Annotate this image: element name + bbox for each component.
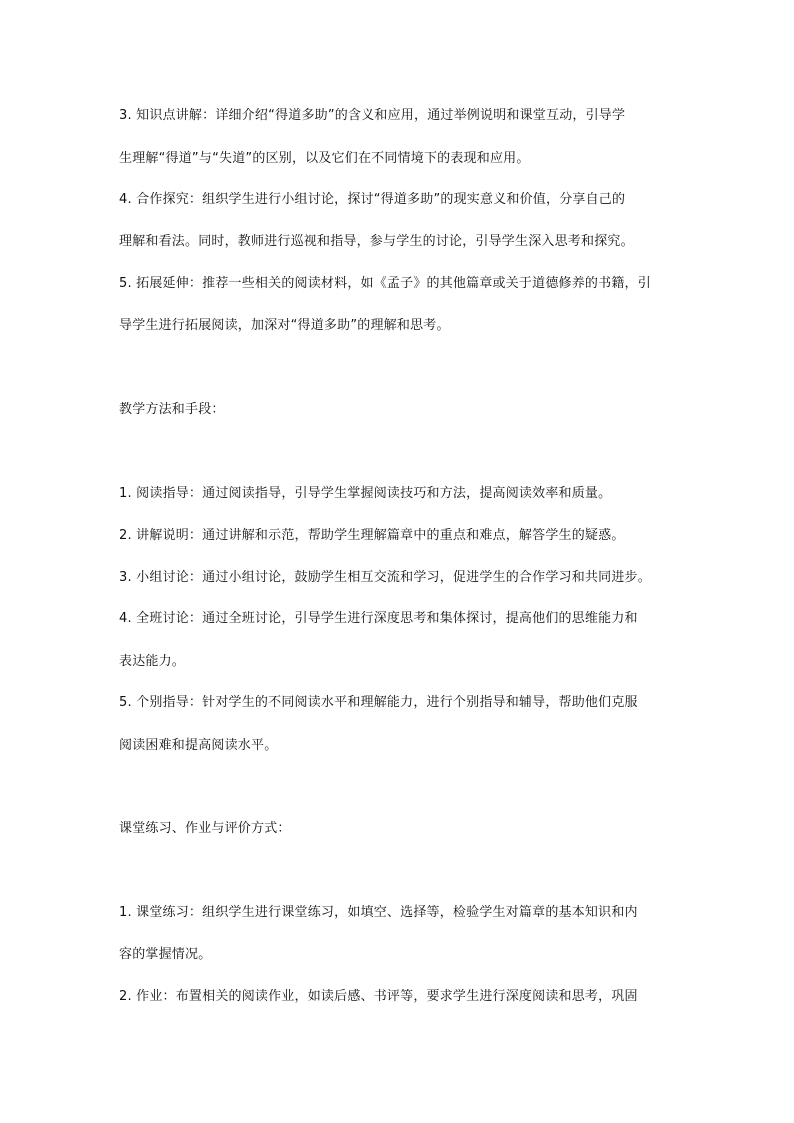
text-line: 3. 知识点讲解：详细介绍“得道多助”的含义和应用，通过举例说明和课堂互动，引导学 — [119, 108, 626, 123]
text-line: 3. 小组讨论：通过小组讨论，鼓励学生相互交流和学习，促进学生的合作学习和共同进步。 — [119, 570, 651, 585]
text-line: 2. 讲解说明：通过讲解和示范，帮助学生理解篇章中的重点和难点，解答学生的疑惑。 — [119, 528, 625, 543]
text-line: 1. 课堂练习：组织学生进行课堂练习，如填空、选择等，检验学生对篇章的基本知识和内 — [119, 905, 638, 920]
text-line: 理解和看法。同时，教师进行巡视和指导，参与学生的讨论，引导学生深入思考和探究。 — [119, 234, 634, 249]
section-heading: 课堂练习、作业与评价方式： — [119, 821, 291, 836]
text-line: 1. 阅读指导：通过阅读指导，引导学生掌握阅读技巧和方法，提高阅读效率和质量。 — [119, 486, 612, 501]
text-line: 5. 拓展延伸：推荐一些相关的阅读材料，如《孟子》的其他篇章或关于道德修养的书籍，引 — [119, 276, 651, 291]
text-line: 5. 个别指导：针对学生的不同阅读水平和理解能力，进行个别指导和辅导，帮助他们克服 — [119, 695, 638, 710]
text-line: 导学生进行拓展阅读，加深对“得道多助”的理解和思考。 — [119, 318, 450, 333]
text-line: 4. 全班讨论：通过全班讨论，引导学生进行深度思考和集体探讨，提高他们的思维能力和 — [119, 611, 638, 626]
text-line: 4. 合作探究：组织学生进行小组讨论，探讨“得道多助”的现实意义和价值，分享自己的 — [119, 192, 626, 207]
text-line: 阅读困难和提高阅读水平。 — [119, 738, 278, 753]
section-heading: 教学方法和手段： — [119, 402, 225, 417]
text-line: 生理解“得道”与“失道”的区别，以及它们在不同情境下的表现和应用。 — [119, 151, 530, 166]
text-line: 表达能力。 — [119, 654, 186, 669]
text-line: 2. 作业：布置相关的阅读作业，如读后感、书评等，要求学生进行深度阅读和思考，巩固 — [119, 989, 638, 1004]
text-line: 容的掌握情况。 — [119, 947, 212, 962]
